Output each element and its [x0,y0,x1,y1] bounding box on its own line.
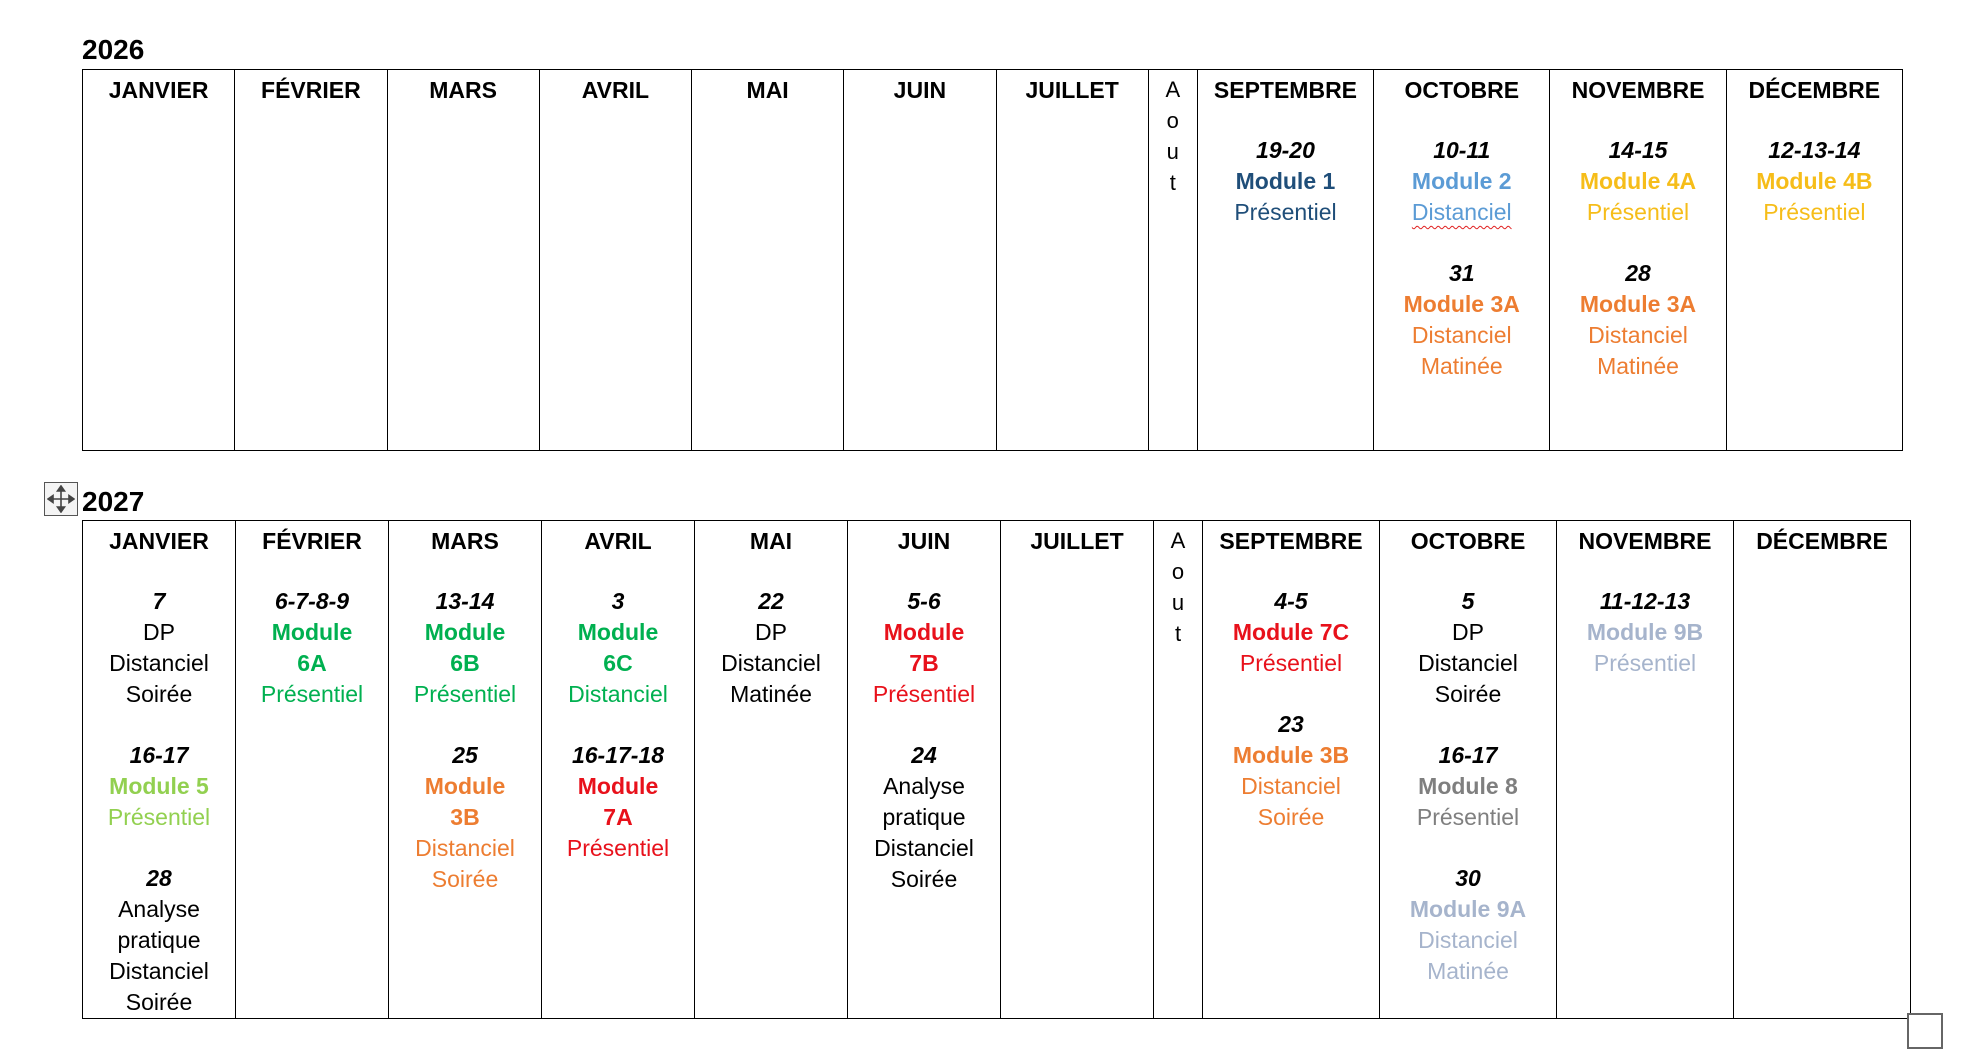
event-mode-text: Distanciel [1418,927,1518,953]
event-module: 6C [603,650,633,676]
event-date: 5-6 [907,588,941,614]
event-module: Module [424,773,506,799]
month-name: FÉVRIER [261,77,361,103]
month-cell[interactable] [235,70,387,451]
event-mode-text: Présentiel [1234,199,1337,225]
event-line: Soirée [125,989,193,1015]
event-block [1382,586,1554,710]
month-name: AVRIL [581,77,650,103]
month-name: NOVEMBRE [1571,77,1705,103]
event-block [1552,258,1723,382]
event-mode-text: Distanciel [1411,322,1512,348]
month-cell[interactable] [1148,70,1197,451]
event-mode [1729,197,1900,228]
event-block [1205,586,1377,679]
month-cell[interactable] [539,70,691,451]
event-module: Module 2 [1411,168,1512,194]
year-title-2026: 2026 [82,34,145,65]
event-date: 16-17 [1438,742,1498,768]
event-line: pratique [882,804,966,830]
event-mode-text: Distanciel [568,681,668,707]
month-cell[interactable] [1197,70,1373,451]
event-date: 11-12-13 [1599,588,1691,614]
event-time: Matinée [1420,353,1503,379]
event-mode [544,679,692,710]
month-name: DÉCEMBRE [1756,528,1888,554]
event-module: Module 4A [1579,168,1697,194]
month-cell[interactable] [1374,70,1550,451]
event-block [1729,135,1900,228]
event-block [85,863,233,1018]
event-block [1376,135,1547,228]
event-date: 5 [1461,588,1475,614]
event-mode [850,679,998,710]
event-mode [1376,197,1547,228]
event-module: Module [577,773,659,799]
month-cell[interactable] [83,70,235,451]
event-mode [1552,320,1723,351]
month-cell[interactable] [848,521,1001,1019]
event-block [1382,740,1554,833]
event-module: Module 3A [1579,291,1697,317]
event-module: 6B [450,650,480,676]
event-mode-text: Présentiel [1416,804,1520,830]
event-module: Module 1 [1235,168,1336,194]
month-cell[interactable] [996,70,1148,451]
event-mode-text: Distanciel [1411,199,1512,225]
event-module: Module 4B [1756,168,1873,194]
move-arrows-icon [47,485,75,513]
event-date: 14-15 [1608,137,1668,163]
month-cell[interactable] [1734,521,1911,1019]
month-name: JANVIER [109,528,209,554]
month-cell[interactable] [1550,70,1726,451]
event-line: DP [755,619,787,645]
event-mode-text: Distanciel [1588,322,1688,348]
month-cell[interactable] [387,70,539,451]
month-name: MAI [749,528,793,554]
event-block [1205,709,1377,833]
month-cell[interactable] [1203,521,1380,1019]
event-block [85,740,233,833]
event-date: 4-5 [1274,588,1308,614]
event-module: Module 9A [1409,896,1527,922]
month-name: OCTOBRE [1410,528,1526,554]
event-line: Distanciel [109,958,209,984]
event-mode-text: Présentiel [566,835,670,861]
event-mode [391,833,539,864]
month-cell[interactable] [692,70,844,451]
event-block [1200,135,1371,228]
calendar-table-2027 [82,520,1911,1019]
event-time: Matinée [1597,353,1679,379]
month-name: DÉCEMBRE [1748,77,1881,103]
event-module: Module 9B [1586,619,1704,645]
event-date: 19-20 [1256,137,1315,163]
event-block [544,586,692,710]
event-mode [1205,648,1377,679]
event-date: 23 [1278,711,1304,737]
month-name: SEPTEMBRE [1213,77,1358,103]
month-name: OCTOBRE [1404,77,1520,103]
event-line: Soirée [1434,681,1502,707]
month-letter: o [1171,559,1185,584]
event-mode [1559,648,1731,679]
month-letter: t [1174,621,1182,646]
event-date: 31 [1448,260,1475,286]
event-module: Module [577,619,659,645]
event-block [697,586,845,710]
event-time: Soirée [1257,804,1325,830]
event-module: 7B [909,650,939,676]
event-block [544,740,692,864]
event-mode-text: Distanciel [1241,773,1341,799]
month-cell[interactable] [1001,521,1154,1019]
event-module: Module 3B [1232,742,1350,768]
event-date: 24 [911,742,937,768]
event-block [238,586,386,710]
event-module: Module [271,619,353,645]
month-letter: A [1165,77,1181,102]
event-mode-text: Présentiel [1239,650,1343,676]
event-line: Soirée [890,866,958,892]
event-block [85,586,233,710]
event-mode [85,802,233,833]
event-mode [1382,802,1554,833]
event-module: Module 3A [1403,291,1520,317]
event-block [850,586,998,710]
event-time: Soirée [431,866,499,892]
month-letter: t [1169,170,1176,195]
month-name: NOVEMBRE [1578,528,1712,554]
event-mode-text: Présentiel [872,681,976,707]
event-block [1552,135,1723,228]
month-letter: o [1166,108,1179,133]
month-name: FÉVRIER [262,528,362,554]
event-date: 22 [758,588,784,614]
event-mode [544,833,692,864]
month-cell[interactable] [1154,521,1203,1019]
event-module: Module 5 [109,773,209,799]
month-name: JUILLET [1025,77,1119,103]
event-module: Module [424,619,506,645]
event-date: 16-17-18 [571,742,665,768]
event-block [850,740,998,895]
event-line: DP [1452,619,1484,645]
event-mode-text: Présentiel [107,804,211,830]
month-name: MARS [431,528,499,554]
month-name: SEPTEMBRE [1219,528,1363,554]
event-mode-text: Distanciel [415,835,515,861]
event-mode [1376,320,1547,351]
event-mode [1382,925,1554,956]
event-mode-text: Présentiel [1593,650,1697,676]
event-mode-text: Présentiel [260,681,364,707]
event-line: Distanciel [1418,650,1518,676]
event-block [1559,586,1731,679]
event-date: 6-7-8-9 [274,588,350,614]
month-cell[interactable] [695,521,848,1019]
event-line: pratique [117,927,201,953]
event-block [1382,863,1554,987]
month-cell[interactable] [542,521,695,1019]
event-module: Module [883,619,965,645]
event-line: Distanciel [109,650,209,676]
month-letter: A [1170,528,1186,553]
event-date: 28 [1625,260,1651,286]
event-line: Analyse [118,896,200,922]
event-line: Analyse [883,773,965,799]
month-name-vertical [1156,525,1200,649]
event-date: 13-14 [435,588,495,614]
year-title-2027: 2027 [82,486,145,517]
month-name: MAI [746,77,789,103]
month-name: AVRIL [584,528,652,554]
event-module: Module 8 [1418,773,1518,799]
event-mode-text: Présentiel [413,681,517,707]
event-date: 7 [152,588,166,614]
month-cell[interactable] [844,70,996,451]
event-date: 16-17 [129,742,189,768]
event-date: 3 [611,588,625,614]
event-block [1376,258,1547,382]
event-line: Soirée [125,681,193,707]
event-date: 12-13-14 [1768,137,1861,163]
event-mode [1200,197,1371,228]
month-cell[interactable] [1380,521,1557,1019]
month-letter: u [1166,139,1179,164]
event-module: 7A [603,804,633,830]
month-cell[interactable] [83,521,236,1019]
month-cell[interactable] [1557,521,1734,1019]
month-name: JUILLET [1030,528,1124,554]
month-name-vertical [1151,74,1195,198]
event-mode [1552,197,1723,228]
event-module: 3B [450,804,480,830]
month-cell[interactable] [389,521,542,1019]
month-name: JUIN [893,77,947,103]
month-letter: u [1171,590,1185,615]
table-move-handle[interactable] [44,482,78,516]
event-line: Matinée [730,681,812,707]
event-line: Distanciel [721,650,821,676]
event-date: 25 [452,742,478,768]
event-line: DP [143,619,175,645]
event-block [391,740,539,895]
month-name: MARS [429,77,497,103]
event-mode [238,679,386,710]
event-module: Module 7C [1232,619,1350,645]
event-mode-text: Présentiel [1763,199,1866,225]
month-name: JANVIER [108,77,209,103]
month-cell[interactable] [1726,70,1902,451]
event-date: 10-11 [1433,137,1491,163]
event-block [391,586,539,710]
event-module: 6A [297,650,327,676]
event-mode [1205,771,1377,802]
event-date: 28 [146,865,172,891]
event-time: Matinée [1427,958,1509,984]
month-cell[interactable] [236,521,389,1019]
month-name: JUIN [897,528,951,554]
event-line: Distanciel [874,835,974,861]
event-date: 30 [1455,865,1481,891]
event-mode-text: Présentiel [1586,199,1690,225]
calendar-table-2026 [82,69,1903,451]
event-mode [391,679,539,710]
